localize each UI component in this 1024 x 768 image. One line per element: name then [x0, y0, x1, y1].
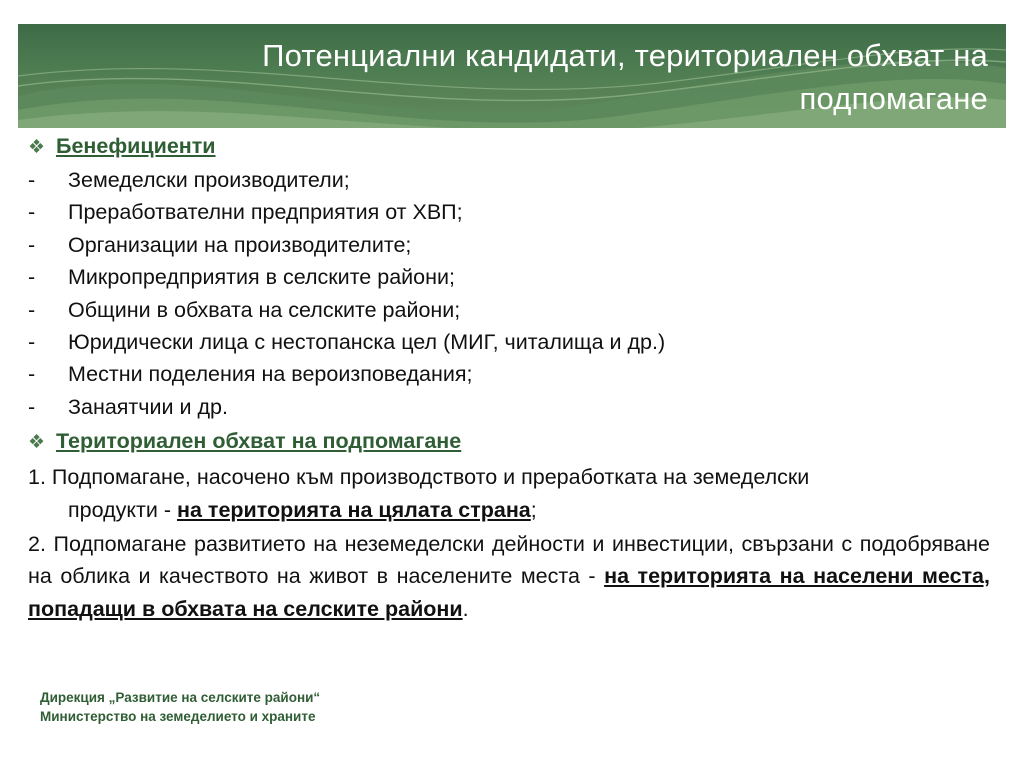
- slide-content: [28, 128, 1000, 625]
- list-item-label: Организации на производителите;: [68, 232, 412, 257]
- paragraph-two-suffix: .: [462, 596, 469, 621]
- dash-bullet-icon: -: [28, 168, 36, 192]
- list-item-label: Юридически лица с нестопанска цел (МИГ, читалища и др.): [68, 330, 666, 355]
- list-item-label: Занаятчии и др.: [68, 394, 228, 419]
- dash-bullet-icon: -: [28, 362, 36, 387]
- slide-header-banner: [18, 24, 1006, 128]
- list-item-label: Местни поделения на вероизповедания;: [68, 362, 473, 387]
- section-heading-territorial-scope: [28, 425, 1000, 459]
- list-item: [28, 391, 1000, 423]
- list-item: [28, 294, 1000, 326]
- dash-bullet-icon: -: [28, 200, 36, 225]
- dash-bullet-icon: -: [28, 265, 36, 290]
- paragraph-one-line-one: 1. Подпомагане, насочено към производството и преработката на земеделски: [28, 465, 810, 490]
- footer-line-two: Министерство на земеделието и храните: [40, 709, 316, 724]
- list-item-label: Микропредприятия в селските райони;: [68, 265, 455, 290]
- list-item-label: Преработвателни предприятия от ХВП;: [68, 200, 463, 225]
- paragraph-one: [28, 461, 1000, 526]
- list-item-label: Общини в обхвата на селските райони;: [68, 297, 461, 322]
- list-item-label: Земеделски производители;: [68, 168, 350, 192]
- list-item: [28, 261, 1000, 293]
- dash-bullet-icon: -: [28, 330, 36, 355]
- footer-line-one: Дирекция „Развитие на селските райони“: [40, 690, 321, 705]
- diamond-bullet-icon: ❖: [28, 432, 46, 454]
- section-heading-beneficiaries: [28, 130, 1000, 164]
- section1-heading-text: Бенефициенти: [56, 134, 216, 158]
- diamond-bullet-icon: ❖: [28, 137, 46, 158]
- list-item: [28, 196, 1000, 228]
- list-item: [28, 358, 1000, 390]
- dash-bullet-icon: -: [28, 297, 36, 322]
- list-item: [28, 326, 1000, 358]
- paragraph-one-suffix: ;: [530, 497, 537, 522]
- paragraph-two: [28, 528, 990, 625]
- page-title: Потенциални кандидати, териториален обхват на подпомагане: [262, 38, 988, 116]
- list-item: [28, 229, 1000, 261]
- list-item: [28, 164, 1000, 196]
- dash-bullet-icon: -: [28, 394, 36, 419]
- section2-heading-text: Териториален обхват на подпомагане: [56, 429, 462, 454]
- paragraph-two-emphasis: на територията на населени места, попадащи в обхвата на селските райони: [28, 564, 990, 621]
- paragraph-one-emphasis: на територията на цялата страна: [177, 497, 531, 522]
- dash-bullet-icon: -: [28, 232, 36, 257]
- paragraph-two-prefix: 2. Подпомагане развитието на неземеделски дейности и инвестиции, свързани с подобряване на облика и качеството на живот в населените места -: [28, 532, 990, 589]
- footer-organization: [40, 688, 320, 726]
- paragraph-one-prefix: продукти -: [68, 497, 177, 522]
- paragraph-one-line-two: [28, 494, 1000, 526]
